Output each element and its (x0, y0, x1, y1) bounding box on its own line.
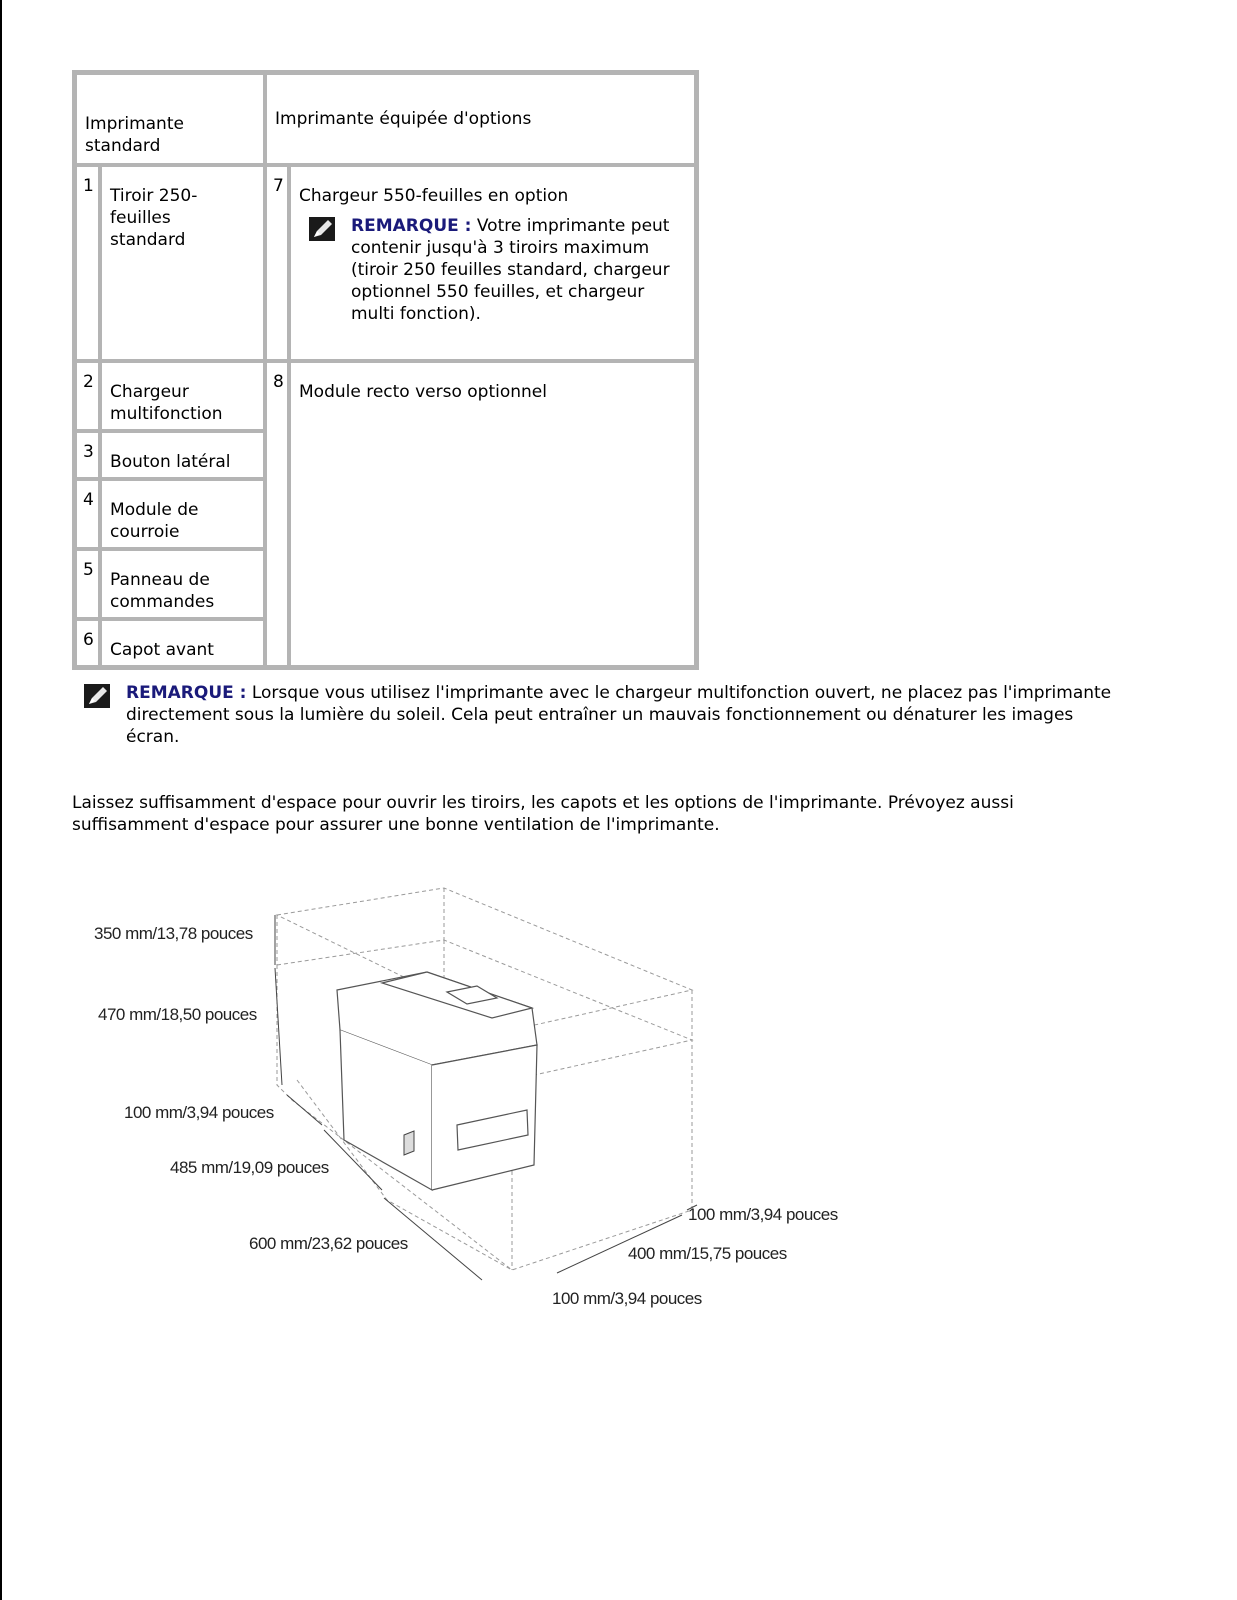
label-line: Capot avant (110, 640, 214, 660)
label-line: Bouton latéral (110, 452, 231, 472)
remark-note (72, 682, 1112, 748)
remark-label: REMARQUE : (126, 683, 247, 703)
header-options-label: Imprimante équipée d'options (275, 109, 532, 129)
item-label (100, 165, 265, 361)
dim-width: 400 mm/15,75 pouces (628, 1244, 787, 1263)
dim-depth: 485 mm/19,09 pouces (170, 1158, 329, 1177)
item-number: 2 (75, 361, 100, 431)
document-body (72, 70, 1152, 853)
note-body: Votre imprimante peut contenir jusqu'à 3 tiroirs maximum (tiroir 250 feuilles standard, chargeur optionnel 550 feuilles, et chargeur multi fonction). (351, 216, 670, 324)
item-label (289, 165, 696, 361)
item-number: 8 (265, 361, 289, 667)
label-line: commandes (110, 592, 215, 612)
dim-height: 470 mm/18,50 pouces (98, 1005, 257, 1024)
item-number: 1 (75, 165, 100, 361)
option-label: Module recto verso optionnel (299, 382, 547, 402)
remark-text (126, 682, 1112, 748)
dim-top-clearance: 350 mm/13,78 pouces (94, 924, 253, 943)
note-pencil-icon (84, 684, 110, 708)
printer-clearance-diagram (82, 880, 882, 1320)
printer-parts-table (72, 70, 699, 670)
header-standard-line1: Imprimante (85, 114, 184, 134)
item-number: 3 (75, 431, 100, 479)
item-label (100, 479, 265, 549)
item-label (100, 361, 265, 431)
header-standard-line2: standard (85, 136, 161, 156)
item-label (289, 361, 696, 667)
note-label: REMARQUE : (351, 216, 472, 236)
note-text (351, 215, 671, 325)
option-label: Chargeur 550-feuilles en option (299, 186, 569, 206)
dim-front-clearance: 600 mm/23,62 pouces (249, 1234, 408, 1253)
label-line: standard (110, 230, 186, 250)
item-label (100, 619, 265, 667)
label-line: courroie (110, 522, 180, 542)
note-box (299, 215, 686, 325)
label-line: Module de (110, 500, 199, 520)
clearance-paragraph: Laissez suffisamment d'espace pour ouvrir les tiroirs, les capots et les options de l'imprimante. Prévoyez aussi suffisamment d'espace pour assurer une bonne ventilation de l'imprimante. (72, 793, 1014, 835)
item-number: 6 (75, 619, 100, 667)
dim-right-clearance: 100 mm/3,94 pouces (688, 1205, 838, 1224)
dim-back-clearance: 100 mm/3,94 pouces (124, 1103, 274, 1122)
item-number: 4 (75, 479, 100, 549)
label-line: Tiroir 250- (110, 186, 198, 206)
header-standard (75, 73, 265, 165)
label-line: feuilles (110, 208, 171, 228)
label-line: multifonction (110, 404, 223, 424)
remark-body: Lorsque vous utilisez l'imprimante avec le chargeur multifonction ouvert, ne placez pas l'imprimante directement sous la lumière du soleil. Cela peut entraîner un mauvais fonctionnement ou dénaturer les images écran. (126, 683, 1112, 747)
header-options (265, 73, 696, 165)
label-line: Panneau de (110, 570, 210, 590)
note-pencil-icon (309, 217, 335, 241)
item-number: 7 (265, 165, 289, 361)
item-label (100, 549, 265, 619)
item-label (100, 431, 265, 479)
item-number: 5 (75, 549, 100, 619)
dim-left-clearance: 100 mm/3,94 pouces (552, 1289, 702, 1308)
label-line: Chargeur (110, 382, 189, 402)
